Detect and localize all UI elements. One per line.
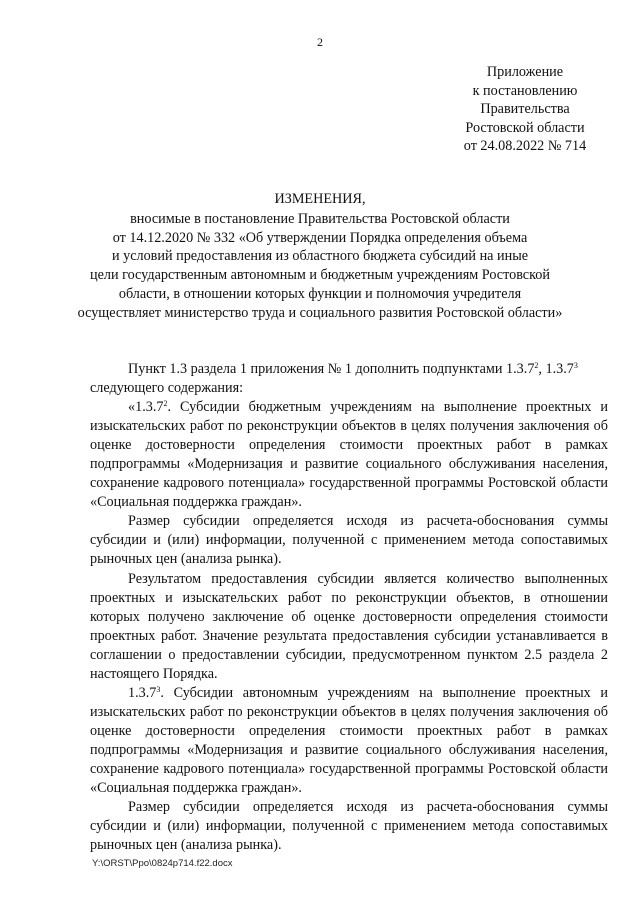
paragraph-text: , 1.3.7 <box>538 361 574 377</box>
clause-number: «1.3.7 <box>128 399 164 416</box>
title-line: и условий предоставления из областного бюджета субсидий на иные <box>111 248 529 265</box>
title-line: осуществляет министерство труда и социального развития Ростовской области» <box>77 304 563 321</box>
paragraph-1-3-7-2 <box>90 398 608 512</box>
superscript: 3 <box>573 361 578 370</box>
paragraph-text: . Субсидии бюджетным учреждениям на выполнение проектных и изыскательских работ по реконструкции объектов в целях получения заключения об оценке достоверности определения стоимости проектных работ в рамках подпрограммы «Модернизация и развитие социального обслуживания населения, сохранение кадрового потенциала» государственной программы Ростовской области «Социальная поддержка граждан». <box>90 399 608 511</box>
appendix-line: от 24.08.2022 № 714 <box>463 138 587 155</box>
document-title <box>0 190 640 323</box>
paragraph-result: Результатом предоставления субсидии является количество выполненных проектных и изыскательских работ по реконструкции объектов, в отношении которых получено заключение об оценке достоверности определения стоимости проектных работ. Значение результата предоставления субсидии устанавливается в соглашении о предоставлении субсидии, предусмотренном пунктом 2.5 раздела 2 настоящего Порядка. <box>90 570 608 682</box>
paragraph-text: . Субсидии автономным учреждениям на выполнение проектных и изыскательских работ по реконструкции объектов в целях получения заключения об оценке достоверности определения стоимости проектных работ в рамках подпрограммы «Модернизация и развитие социального обслуживания населения, сохранение кадрового потенциала» государственной программы Ростовской области «Социальная поддержка граждан». <box>90 684 608 797</box>
appendix-line: Приложение <box>486 64 564 80</box>
clause-number: 1.3.7 <box>128 684 157 701</box>
title-line: от 14.12.2020 № 332 «Об утверждении Порядка определения объема <box>112 229 528 246</box>
paragraph-subsidy-size: Размер субсидии определяется исходя из расчета-обоснования суммы субсидии и (или) информации, полученной с применением метода сопоставимых рыночных цен (анализа рынка). <box>90 513 608 568</box>
title-line: вносимые в постановление Правительства Ростовской области <box>130 210 510 227</box>
paragraph-intro-end: следующего содержания: <box>90 380 244 397</box>
paragraph-text: Пункт 1.3 раздела 1 приложения № 1 дополнить подпунктами 1.3.7 <box>128 361 535 377</box>
file-path-footer: Y:\ORST\Ppo\0824p714.f22.docx <box>92 858 233 869</box>
superscript: 2 <box>534 361 539 370</box>
superscript: 2 <box>163 399 168 409</box>
paragraph-1-3-7-3 <box>90 684 608 798</box>
paragraph-subsidy-size-2: Размер субсидии определяется исходя из расчета-обоснования суммы субсидии и (или) информации, полученной с применением метода сопоставимых рыночных цен (анализа рынка). <box>90 799 608 854</box>
title-line: области, в отношении которых функции и полномочия учредителя <box>118 285 522 302</box>
appendix-block <box>418 63 632 156</box>
superscript: 3 <box>156 684 161 694</box>
title-line: цели государственным автономным и бюджетным учреждениям Ростовской <box>90 267 550 284</box>
appendix-line: Ростовской области <box>465 119 585 136</box>
page-number: 2 <box>317 35 323 49</box>
document-body <box>90 360 608 855</box>
paragraph-intro <box>90 360 608 379</box>
title-heading: ИЗМЕНЕНИЯ, <box>274 191 366 207</box>
appendix-line: Правительства <box>480 101 570 118</box>
appendix-line: к постановлению <box>472 82 578 99</box>
